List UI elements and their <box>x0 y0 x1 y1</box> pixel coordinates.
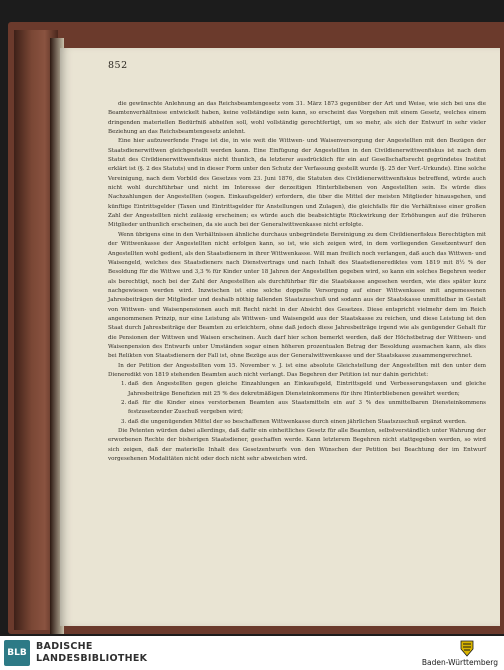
paragraph: In der Petition der Angestellten vom 15. November v. J. ist eine absolute Gleichstellung der Angestellten mit den unter dem Dieneredikt von 1819 stehenden Beamten auch nicht verlangt. Das Begehren der Petition ist nur dahin gerichtet: <box>108 362 486 378</box>
page-number: 852 <box>108 60 128 71</box>
blb-logo[interactable]: BLB <box>4 640 30 666</box>
list-item: 3. daß die ungenügenden Mittel der so beschaffenen Wittwenkasse durch einen jährlichen Staatszuschuß ergänzt werden. <box>128 418 486 427</box>
paragraph: Wenn übrigens eine in den Verhältnissen ähnliche durchaus unbegründete Bereinigung zu dem Civildienerfiskus Berechtigten mit der Wittwenkasse der Angestellten nicht erfolgen kann, so ist, wie sich zeigen wird, in dem vorliegenden Gesetzentwurf den Angestellten wohl gedient, als den Staatsdienern in ihrer Wittwenkasse. Will man freilich noch verlangen, daß auch das Wittwen- und Waisengeld, welches des Staatsdieners nach Dienstvertrags und nach Inhalt des Staatsdienerediktes vom 1819 mit 8½ % der Besoldung für die Wittwe und 3,3 % für Kinder unter 18 Jahren der Angestellten gegeben wird, so kann ein solches Begehren weder als berechtigt, noch bei der Zahl der Angestellten als durchführbar für die Staatskasse angesehen werden, wie dies später kurz nachgewiesen werden wird. Inzwischen ist eine solche doppelte Versorgung auf einer Wittwenkasse mit angemessenen Jahresbeiträgen der Mitglieder und deshalb nöthig fallenden Staatszuschuß und sodann aus der Staatskasse unmittelbar in Gestalt von Wittwen- und Waisenpensionen auch mit Recht nicht in der Absicht des Gesetzes. Diese entspricht vielmehr dem im Reich angenommenen Prinzip, nur eine Leistung als Wittwen- und Waisengeld aus der Staatskasse zu reichen, und diese Leistung ist den Staat durch Jahresbeiträge der Beamten zu erleichtern, ohne daß jedoch diese Jahresbeiträge irgend wie als genügender Gehalt für die Pensionen der Wittwen und Waisen erscheinen. Auch darf hier schon bemerkt werden, daß der Höchstbetrag der Wittwen- und Waisenpension des Entwurfs unter Umständen sogar einen höheren prozentualen Betrag der Besoldung ausmachen kann, als dies bei Relikten von Staatsdienern der Fall ist, ohne Bezüge aus der Generalwittwenkasse und der Staatskasse zusammengerechnet. <box>108 231 486 360</box>
petition-list <box>108 380 486 427</box>
list-item: 2. daß für die Kinder eines verstorbenen Beamten aus Staatsmitteln ein auf 3 % des unmittelbaren Diensteinkommens festzusetzender Zuschuß vergeben wird; <box>128 399 486 418</box>
paragraph: die gewünschte Anlehnung an das Reichsbeamtengesetz vom 31. März 1873 gegenüber der Art und Weise, wie sich bei uns die Beamtenverhältnisse entwickelt haben, keine vollständige sein kann, so erscheint das Vorgehen mit einem Gesetz, welches einem dringenden materiellen Bedürfniß abhelfen soll, wohl vollständig gerechtfertigt, um so mehr, als sich der Entwurf in sehr vieler Beziehung an das Reichsbeamtengesetz anlehnt. <box>108 101 486 136</box>
footer-bar <box>0 636 504 670</box>
paragraph: Eine hier aufzuwerfende Frage ist die, in wie weit die Wittwen- und Waisenversorgung der Angestellten mit den Bezügen der Staatsdienerwittwen gleichgestellt werden kann. Eine Einfügung der Angestellten in den Civildienerwittwenfiskus ist nach dem Statut des Civildienerwittwenfiskus nicht thunlich, da letzterer ausdrücklich für ein auf Gesellschaftsrecht gegründetes Institut erklärt ist (§. 2 des Statuts) und in dieser Form unter den Schutz der Verfassung gestellt wurde (§. 25 der Verf.-Urkunde). Eine solche Vereinigung, nach dem Vorbild des Gesetzes vom 23. Juni 1876, die Statuten des Civildienerwittwenfiskus betreffend, würde auch nicht wohl durchführbar und nicht im Interesse der derzeitigen Hinterbliebenen von Angestellten sein. Es würde dies Nachzahlungen der Angestellten (sogen. Einkaufsgelder) erfordern, die über die Mittel der meisten Mitglieder hinausgehen, und künftige Eintrittsgelder (Taxen und Eintrittsgelder für Anstellungen und Zulagen), die gleichfalls für die Verhältnisse einer großen Zahl der Angestellten nicht zulässig erscheinen; es würde auch die beabsichtigte Rückwirkung der Erhöhungen auf die früheren Mitglieder unthunlich erscheinen, da sie auch bei der Generalwittwenkasse nicht erfolgte. <box>108 138 486 229</box>
body-text <box>108 100 486 464</box>
book-page <box>60 48 500 626</box>
library-name[interactable] <box>36 641 147 664</box>
state-emblem-icon <box>457 638 477 658</box>
library-name-line: LANDESBIBLIOTHEK <box>36 652 148 664</box>
library-name-line: BADISCHE <box>36 641 93 652</box>
list-item: 1. daß den Angestellten gegen gleiche Einzahlungen an Einkaufsgeld, Eintrittsgeld und Verbesserungstaxen und gleiche Jahresbeiträge Benefizien mit 25 % des dekretmäßigen Diensteinkommens für ihre Hinterbliebenen gewährt werden; <box>128 380 486 399</box>
closing-paragraph: Die Petenten würden dabei allerdings, daß dafür ein einheitliches Gesetz für alle Beamten, selbstverständlich unter Wahrung der erworbenen Rechte der bisherigen Staatsdiener, geschaffen werde. Kann letzterem Begehren nicht stattgegeben werden, so wird sich zeigen, daß der materielle Inhalt des Gesetzentwurfs von den Wünschen der Petition bei Beachtung der im Entwurf vorgesehenen Modalitäten nicht oder doch nicht sehr abweichen wird. <box>108 428 486 463</box>
state-label: Baden-Württemberg <box>421 658 498 667</box>
